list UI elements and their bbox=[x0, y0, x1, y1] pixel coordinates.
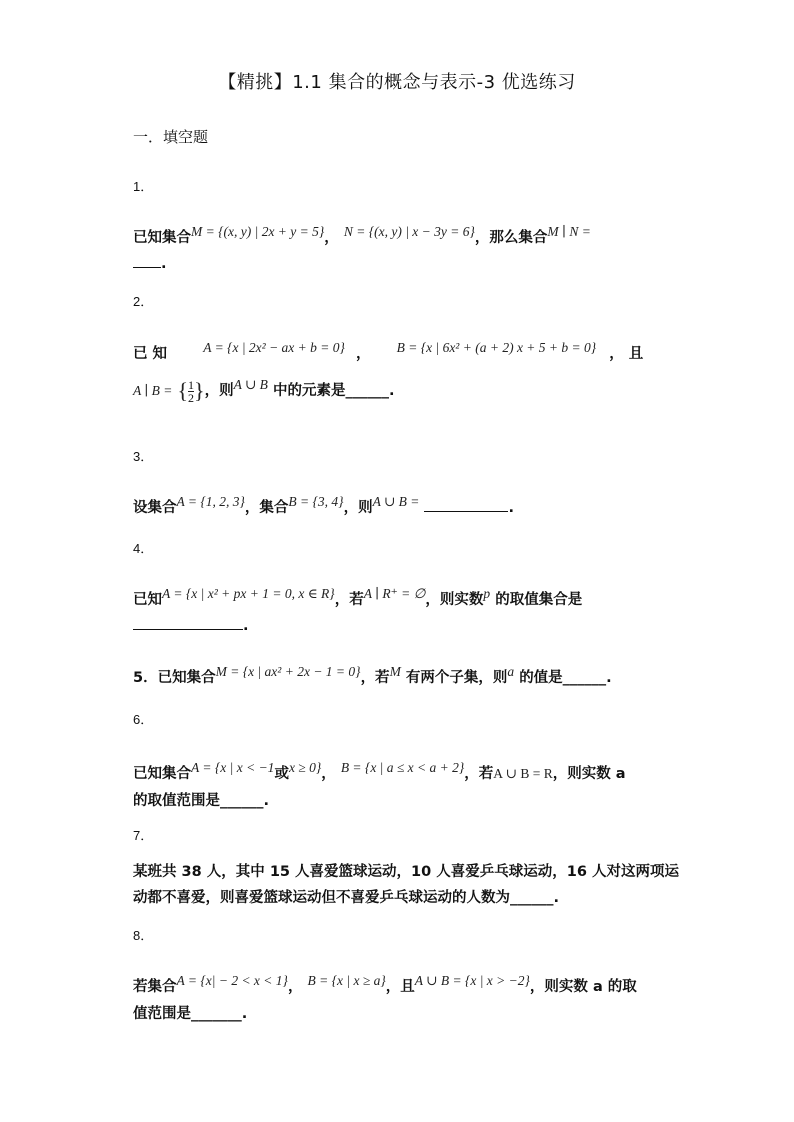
q3-mid2: ，则 bbox=[343, 500, 373, 516]
q2-math-a: A = {x | 2x² − ax + b = 0} bbox=[203, 340, 345, 355]
q4-answer-blank[interactable] bbox=[133, 617, 243, 630]
q2-sep: ， bbox=[355, 346, 371, 362]
section-heading: 一．填空题 bbox=[133, 128, 209, 146]
q2-text-pre: 已 知 bbox=[133, 346, 168, 362]
q5-math-m2: M bbox=[389, 664, 401, 679]
q5-pre: 5．已知集合 bbox=[133, 670, 216, 686]
q6-pre: 已知集合 bbox=[133, 766, 191, 782]
page-title: 【精挑】1.1 集合的概念与表示-3 优选练习 bbox=[218, 72, 576, 93]
q6-math-a: A = {x | x < −1 bbox=[191, 760, 275, 775]
q6-sep: ， bbox=[321, 766, 336, 782]
question-2-number: 2． bbox=[133, 294, 154, 309]
q3-math-a: A = {1, 2, 3} bbox=[176, 494, 245, 509]
q1-answer-blank[interactable] bbox=[133, 255, 161, 268]
question-7-line-2: 动都不喜爱，则喜爱篮球运动但不喜爱乒乓球运动的人数为______. bbox=[133, 890, 560, 906]
q4-math-cond: A ∣ R⁺ = ∅ bbox=[363, 586, 426, 601]
question-8-line bbox=[133, 975, 637, 996]
question-2-line bbox=[133, 342, 643, 363]
q1-math-n: N = {(x, y) | x − 3y = 6} bbox=[343, 224, 475, 239]
q4-mid2: ，则实数 bbox=[425, 592, 484, 608]
q6-math-union: A ∪ B = R bbox=[493, 766, 553, 781]
question-6-number: 6． bbox=[133, 712, 154, 727]
q3-answer-blank[interactable] bbox=[424, 499, 508, 512]
q1-text-mid: ，那么集合 bbox=[474, 230, 548, 246]
q5-math-a: a bbox=[507, 664, 515, 679]
q1-sep: ， bbox=[324, 230, 339, 246]
q2-mid: ，则 bbox=[204, 383, 234, 399]
q3-end: . bbox=[508, 500, 514, 516]
q2-and: ， 且 bbox=[609, 346, 644, 362]
q8-math-union: A ∪ B = {x | x > −2} bbox=[414, 973, 530, 988]
q1-math-m: M = {(x, y) | 2x + y = 5} bbox=[191, 224, 325, 239]
q6-math-a2: x ≥ 0} bbox=[288, 760, 322, 775]
q4-math-a: A = {x | x² + px + 1 = 0, x ∈ R} bbox=[162, 586, 335, 601]
question-8-number: 8． bbox=[133, 928, 154, 943]
q3-mid1: ，集合 bbox=[244, 500, 289, 516]
q2-math-union: A ∪ B bbox=[233, 377, 268, 392]
question-1-number: 1． bbox=[133, 179, 154, 194]
q8-pre: 若集合 bbox=[133, 979, 177, 995]
q6-math-b: B = {x | a ≤ x < a + 2} bbox=[340, 760, 465, 775]
q2-frac-num: 1 bbox=[188, 377, 195, 392]
q4-end2: . bbox=[243, 618, 249, 634]
q5-mid2: 有两个子集，则 bbox=[405, 670, 508, 686]
q2-math-b: B = {x | 6x² + (a + 2) x + 5 + b = 0} bbox=[396, 340, 597, 355]
q1-math-intersection: M ∣ N = bbox=[547, 224, 591, 239]
question-7-line-1: 某班共 38 人，其中 15 人喜爱篮球运动，10 人喜爱乒乓球运动，16 人对这两项运 bbox=[133, 864, 679, 880]
q2-math-intersection: A ∣ B = bbox=[133, 383, 173, 398]
question-7-number: 7． bbox=[133, 828, 154, 843]
q3-math-union: A ∪ B = bbox=[372, 494, 420, 509]
question-3-number: 3． bbox=[133, 449, 154, 464]
question-1-line bbox=[133, 226, 591, 247]
q2-frac-den: 2 bbox=[188, 390, 195, 405]
q4-end: 的取值集合是 bbox=[495, 592, 583, 608]
q3-pre: 设集合 bbox=[133, 500, 177, 516]
q8-end: ，则实数 a 的取 bbox=[529, 979, 637, 995]
q8-sep: ， bbox=[287, 979, 303, 995]
question-8-line-2: 值范围是_______. bbox=[133, 1006, 248, 1022]
question-6-line bbox=[133, 762, 626, 783]
q6-end: ，则实数 a bbox=[552, 766, 626, 782]
question-1-line-2 bbox=[133, 255, 167, 272]
q4-math-p: p bbox=[483, 586, 491, 601]
question-6-line-2: 的取值范围是______. bbox=[133, 793, 270, 809]
q4-mid1: ，若 bbox=[334, 592, 364, 608]
q8-math-b: B = {x | x ≥ a} bbox=[307, 973, 386, 988]
q5-end: 的值是______. bbox=[519, 670, 612, 686]
question-2-line-2: A ∣ B = { $\frac{1}{2}$ }，则A ∪ B 中的元素是______. bbox=[133, 377, 395, 405]
q5-math-m: M = {x | ax² + 2x − 1 = 0} bbox=[215, 664, 361, 679]
question-4-number: 4． bbox=[133, 541, 154, 556]
q6-or: 或 bbox=[274, 766, 289, 782]
question-3-line bbox=[133, 496, 514, 517]
q3-math-b: B = {3, 4} bbox=[288, 494, 344, 509]
q4-pre: 已知 bbox=[133, 592, 162, 608]
question-4-line-2 bbox=[133, 617, 249, 634]
question-5-line bbox=[133, 666, 612, 687]
q6-mid: ，若 bbox=[464, 766, 494, 782]
q2-end: 中的元素是______. bbox=[272, 383, 395, 399]
q5-mid1: ，若 bbox=[360, 670, 390, 686]
q8-math-a: A = {x| − 2 < x < 1} bbox=[176, 973, 288, 988]
q8-mid: ，且 bbox=[385, 979, 415, 995]
question-4-line bbox=[133, 588, 582, 609]
q1-end: . bbox=[161, 256, 167, 272]
q1-text-pre: 已知集合 bbox=[133, 230, 191, 246]
